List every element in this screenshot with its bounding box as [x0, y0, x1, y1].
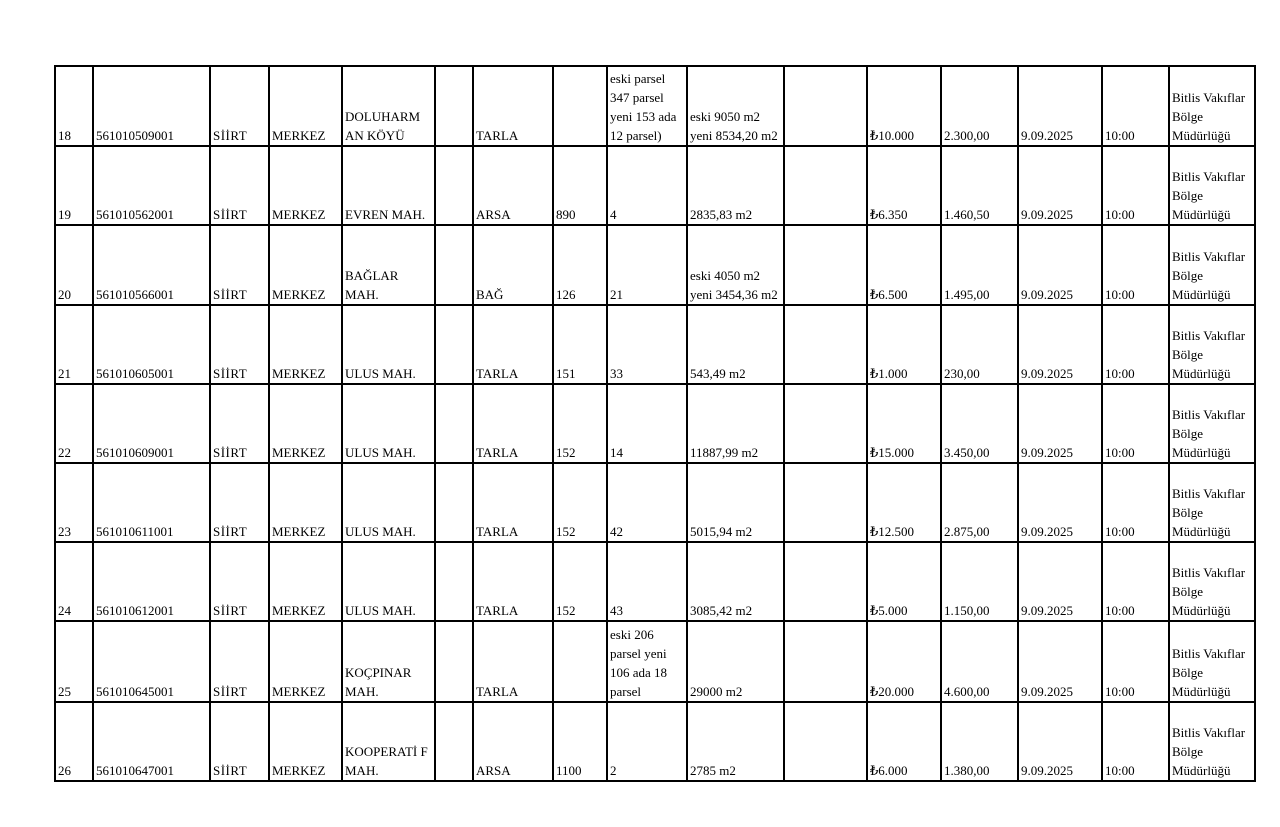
- deposit-cell: 1.380,00: [941, 702, 1018, 781]
- table-row: [55, 305, 1255, 384]
- price-cell: ₺12.500: [867, 463, 941, 542]
- date-cell: 9.09.2025: [1018, 66, 1102, 146]
- deposit-cell: 1.495,00: [941, 225, 1018, 304]
- empty-cell: [784, 542, 867, 621]
- empty-cell: [784, 621, 867, 701]
- neighborhood-cell: ULUS MAH.: [342, 305, 435, 384]
- property-code: 561010566001: [93, 225, 210, 304]
- row-number: 22: [55, 384, 93, 463]
- empty-cell: [784, 305, 867, 384]
- empty-cell: [784, 384, 867, 463]
- property-type-cell: ARSA: [473, 702, 553, 781]
- parcel-cell: 4: [607, 146, 687, 225]
- price-cell: ₺6.000: [867, 702, 941, 781]
- row-number: 26: [55, 702, 93, 781]
- empty-cell: [435, 463, 473, 542]
- property-code: 561010509001: [93, 66, 210, 146]
- empty-cell: [435, 305, 473, 384]
- area-cell: 543,49 m2: [687, 305, 784, 384]
- block-cell: 152: [553, 542, 607, 621]
- neighborhood-cell: ULUS MAH.: [342, 542, 435, 621]
- table-row: [55, 66, 1255, 146]
- table-row: [55, 146, 1255, 225]
- time-cell: 10:00: [1102, 384, 1169, 463]
- row-number: 19: [55, 146, 93, 225]
- deposit-cell: 2.300,00: [941, 66, 1018, 146]
- province-cell: SİİRT: [210, 702, 269, 781]
- property-type-cell: TARLA: [473, 463, 553, 542]
- district-cell: MERKEZ: [269, 702, 342, 781]
- area-cell: 11887,99 m2: [687, 384, 784, 463]
- time-cell: 10:00: [1102, 542, 1169, 621]
- province-cell: SİİRT: [210, 305, 269, 384]
- office-cell: Bitlis Vakıflar Bölge Müdürlüğü: [1169, 384, 1255, 463]
- area-cell: 2785 m2: [687, 702, 784, 781]
- parcel-cell: 33: [607, 305, 687, 384]
- empty-cell: [784, 463, 867, 542]
- price-cell: ₺5.000: [867, 542, 941, 621]
- office-cell: Bitlis Vakıflar Bölge Müdürlüğü: [1169, 621, 1255, 701]
- deposit-cell: 1.150,00: [941, 542, 1018, 621]
- table-row: [55, 542, 1255, 621]
- district-cell: MERKEZ: [269, 384, 342, 463]
- district-cell: MERKEZ: [269, 146, 342, 225]
- district-cell: MERKEZ: [269, 621, 342, 701]
- date-cell: 9.09.2025: [1018, 384, 1102, 463]
- empty-cell: [784, 146, 867, 225]
- time-cell: 10:00: [1102, 66, 1169, 146]
- parcel-cell: 43: [607, 542, 687, 621]
- neighborhood-cell: ULUS MAH.: [342, 384, 435, 463]
- date-cell: 9.09.2025: [1018, 305, 1102, 384]
- date-cell: 9.09.2025: [1018, 702, 1102, 781]
- time-cell: 10:00: [1102, 305, 1169, 384]
- neighborhood-cell: KOOPERATİ F MAH.: [342, 702, 435, 781]
- neighborhood-cell: BAĞLAR MAH.: [342, 225, 435, 304]
- block-cell: 1100: [553, 702, 607, 781]
- row-number: 25: [55, 621, 93, 701]
- area-cell: 29000 m2: [687, 621, 784, 701]
- block-cell: [553, 621, 607, 701]
- empty-cell: [784, 702, 867, 781]
- property-code: 561010609001: [93, 384, 210, 463]
- district-cell: MERKEZ: [269, 305, 342, 384]
- deposit-cell: 3.450,00: [941, 384, 1018, 463]
- row-number: 20: [55, 225, 93, 304]
- price-cell: ₺6.500: [867, 225, 941, 304]
- area-cell: eski 9050 m2 yeni 8534,20 m2: [687, 66, 784, 146]
- date-cell: 9.09.2025: [1018, 146, 1102, 225]
- row-number: 24: [55, 542, 93, 621]
- empty-cell: [784, 225, 867, 304]
- property-code: 561010647001: [93, 702, 210, 781]
- block-cell: 152: [553, 384, 607, 463]
- office-cell: Bitlis Vakıflar Bölge Müdürlüğü: [1169, 542, 1255, 621]
- office-cell: Bitlis Vakıflar Bölge Müdürlüğü: [1169, 66, 1255, 146]
- property-type-cell: ARSA: [473, 146, 553, 225]
- deposit-cell: 1.460,50: [941, 146, 1018, 225]
- province-cell: SİİRT: [210, 542, 269, 621]
- price-cell: ₺20.000: [867, 621, 941, 701]
- property-type-cell: TARLA: [473, 66, 553, 146]
- property-type-cell: TARLA: [473, 384, 553, 463]
- time-cell: 10:00: [1102, 463, 1169, 542]
- price-cell: ₺1.000: [867, 305, 941, 384]
- empty-cell: [435, 66, 473, 146]
- parcel-cell: eski 206 parsel yeni 106 ada 18 parsel: [607, 621, 687, 701]
- block-cell: 151: [553, 305, 607, 384]
- neighborhood-cell: DOLUHARM AN KÖYÜ: [342, 66, 435, 146]
- property-type-cell: BAĞ: [473, 225, 553, 304]
- time-cell: 10:00: [1102, 225, 1169, 304]
- block-cell: 126: [553, 225, 607, 304]
- block-cell: 152: [553, 463, 607, 542]
- property-table: [54, 65, 1256, 782]
- empty-cell: [435, 542, 473, 621]
- time-cell: 10:00: [1102, 702, 1169, 781]
- price-cell: ₺10.000: [867, 66, 941, 146]
- price-cell: ₺6.350: [867, 146, 941, 225]
- area-cell: 2835,83 m2: [687, 146, 784, 225]
- neighborhood-cell: EVREN MAH.: [342, 146, 435, 225]
- empty-cell: [435, 702, 473, 781]
- empty-cell: [435, 621, 473, 701]
- empty-cell: [435, 384, 473, 463]
- province-cell: SİİRT: [210, 621, 269, 701]
- office-cell: Bitlis Vakıflar Bölge Müdürlüğü: [1169, 146, 1255, 225]
- parcel-cell: 21: [607, 225, 687, 304]
- property-code: 561010611001: [93, 463, 210, 542]
- office-cell: Bitlis Vakıflar Bölge Müdürlüğü: [1169, 702, 1255, 781]
- province-cell: SİİRT: [210, 463, 269, 542]
- date-cell: 9.09.2025: [1018, 463, 1102, 542]
- property-code: 561010562001: [93, 146, 210, 225]
- table-row: [55, 225, 1255, 304]
- table-row: [55, 463, 1255, 542]
- price-cell: ₺15.000: [867, 384, 941, 463]
- parcel-cell: 42: [607, 463, 687, 542]
- property-code: 561010645001: [93, 621, 210, 701]
- date-cell: 9.09.2025: [1018, 225, 1102, 304]
- empty-cell: [435, 225, 473, 304]
- province-cell: SİİRT: [210, 66, 269, 146]
- block-cell: [553, 66, 607, 146]
- time-cell: 10:00: [1102, 146, 1169, 225]
- property-code: 561010605001: [93, 305, 210, 384]
- province-cell: SİİRT: [210, 384, 269, 463]
- province-cell: SİİRT: [210, 225, 269, 304]
- row-number: 21: [55, 305, 93, 384]
- area-cell: eski 4050 m2 yeni 3454,36 m2: [687, 225, 784, 304]
- empty-cell: [435, 146, 473, 225]
- district-cell: MERKEZ: [269, 225, 342, 304]
- area-cell: 5015,94 m2: [687, 463, 784, 542]
- province-cell: SİİRT: [210, 146, 269, 225]
- parcel-cell: 14: [607, 384, 687, 463]
- property-type-cell: TARLA: [473, 305, 553, 384]
- table-row: [55, 702, 1255, 781]
- neighborhood-cell: KOÇPINAR MAH.: [342, 621, 435, 701]
- table-row: [55, 621, 1255, 701]
- office-cell: Bitlis Vakıflar Bölge Müdürlüğü: [1169, 225, 1255, 304]
- district-cell: MERKEZ: [269, 463, 342, 542]
- office-cell: Bitlis Vakıflar Bölge Müdürlüğü: [1169, 463, 1255, 542]
- row-number: 23: [55, 463, 93, 542]
- empty-cell: [784, 66, 867, 146]
- row-number: 18: [55, 66, 93, 146]
- district-cell: MERKEZ: [269, 542, 342, 621]
- property-type-cell: TARLA: [473, 542, 553, 621]
- parcel-cell: 2: [607, 702, 687, 781]
- area-cell: 3085,42 m2: [687, 542, 784, 621]
- date-cell: 9.09.2025: [1018, 542, 1102, 621]
- neighborhood-cell: ULUS MAH.: [342, 463, 435, 542]
- deposit-cell: 2.875,00: [941, 463, 1018, 542]
- property-code: 561010612001: [93, 542, 210, 621]
- district-cell: MERKEZ: [269, 66, 342, 146]
- date-cell: 9.09.2025: [1018, 621, 1102, 701]
- table-body: [55, 66, 1255, 781]
- property-type-cell: TARLA: [473, 621, 553, 701]
- time-cell: 10:00: [1102, 621, 1169, 701]
- office-cell: Bitlis Vakıflar Bölge Müdürlüğü: [1169, 305, 1255, 384]
- block-cell: 890: [553, 146, 607, 225]
- deposit-cell: 4.600,00: [941, 621, 1018, 701]
- table-row: [55, 384, 1255, 463]
- parcel-cell: eski parsel 347 parsel yeni 153 ada 12 parsel): [607, 66, 687, 146]
- deposit-cell: 230,00: [941, 305, 1018, 384]
